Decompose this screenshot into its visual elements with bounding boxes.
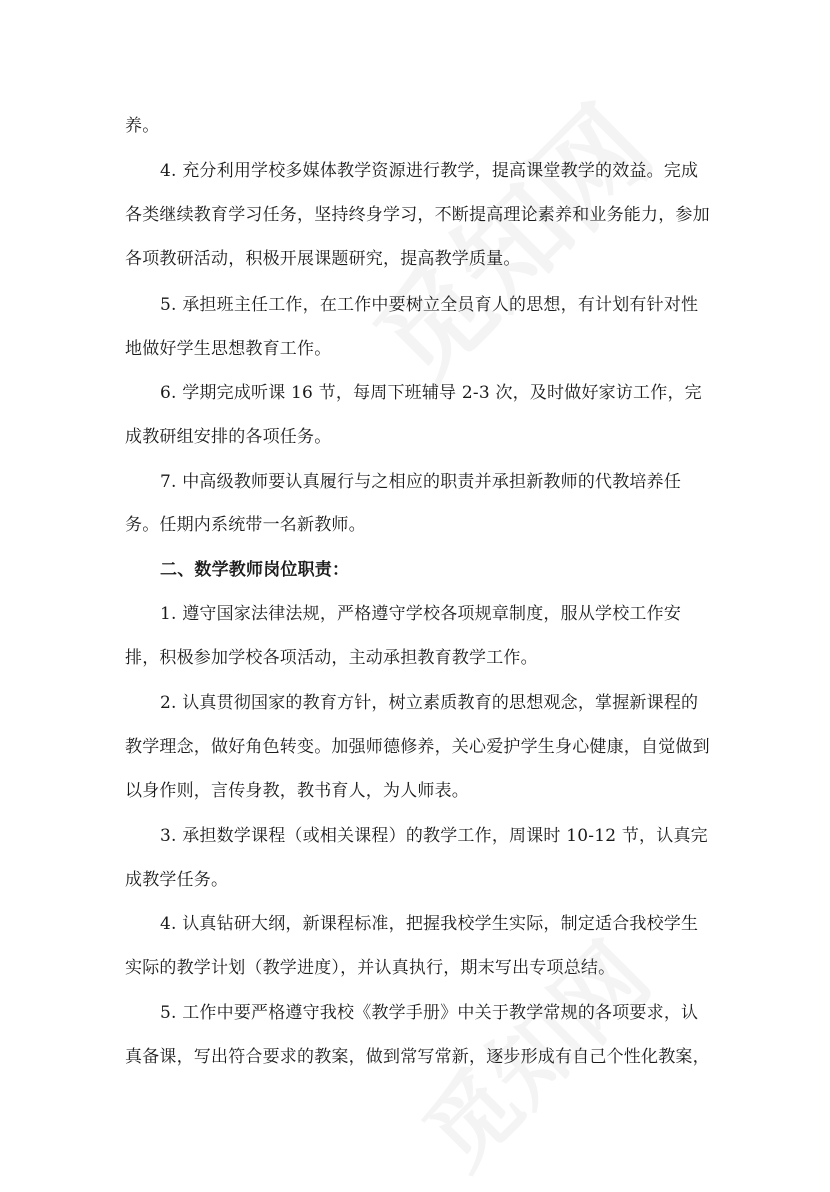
paragraph-line: 实际的教学计划（教学进度），并认真执行，期末写出专项总结。 [125, 958, 616, 978]
list-item-line: 5. 工作中要严格遵守我校《教学手册》中关于教学常规的各项要求，认 [160, 1003, 699, 1023]
list-item-line: 5. 承担班主任工作，在工作中要树立全员育人的思想，有计划有针对性 [160, 295, 699, 315]
paragraph-line: 养。 [125, 116, 160, 136]
list-item-line: 6. 学期完成听课 16 节，每周下班辅导 2-3 次，及时做好家访工作，完 [160, 383, 702, 403]
list-item-line: 1. 遵守国家法律法规，严格遵守学校各项规章制度，服从学校工作安 [160, 604, 682, 624]
list-item-line: 3. 承担数学课程（或相关课程）的教学工作，周课时 10-12 节，认真完 [160, 826, 708, 846]
list-item-line: 2. 认真贯彻国家的教育方针，树立素质教育的思想观念，掌握新课程的 [160, 693, 699, 713]
list-item-line: 7. 中高级教师要认真履行与之相应的职责并承担新教师的代教培养任 [160, 472, 682, 492]
list-item-line: 4. 认真钻研大纲，新课程标准，把握我校学生实际，制定适合我校学生 [160, 914, 699, 934]
paragraph-line: 各项教研活动，积极开展课题研究，提高教学质量。 [125, 249, 521, 269]
paragraph-line: 真备课，写出符合要求的教案，做到常写常新，逐步形成有自己个性化教案， [125, 1047, 710, 1067]
paragraph-line: 教学理念，做好角色转变。加强师德修养，关心爱护学生身心健康，自觉做到 [125, 737, 710, 757]
paragraph-line: 以身作则，言传身教，教书育人，为人师表。 [125, 781, 469, 801]
paragraph-line: 各类继续教育学习任务，坚持终身学习，不断提高理论素养和业务能力，参加 [125, 205, 710, 225]
list-item-line: 4. 充分利用学校多媒体教学资源进行教学，提高课堂教学的效益。完成 [160, 161, 699, 181]
watermark [335, 67, 680, 412]
paragraph-line: 成教学任务。 [125, 870, 229, 890]
paragraph-line: 务。任期内系统带一名新教师。 [125, 515, 366, 535]
paragraph-line: 地做好学生思想教育工作。 [125, 339, 332, 359]
section-heading: 二、数学教师岗位职责： [160, 560, 350, 580]
paragraph-line: 成教研组安排的各项任务。 [125, 427, 332, 447]
paragraph-line: 排，积极参加学校各项活动，主动承担教育教学工作。 [125, 648, 538, 668]
